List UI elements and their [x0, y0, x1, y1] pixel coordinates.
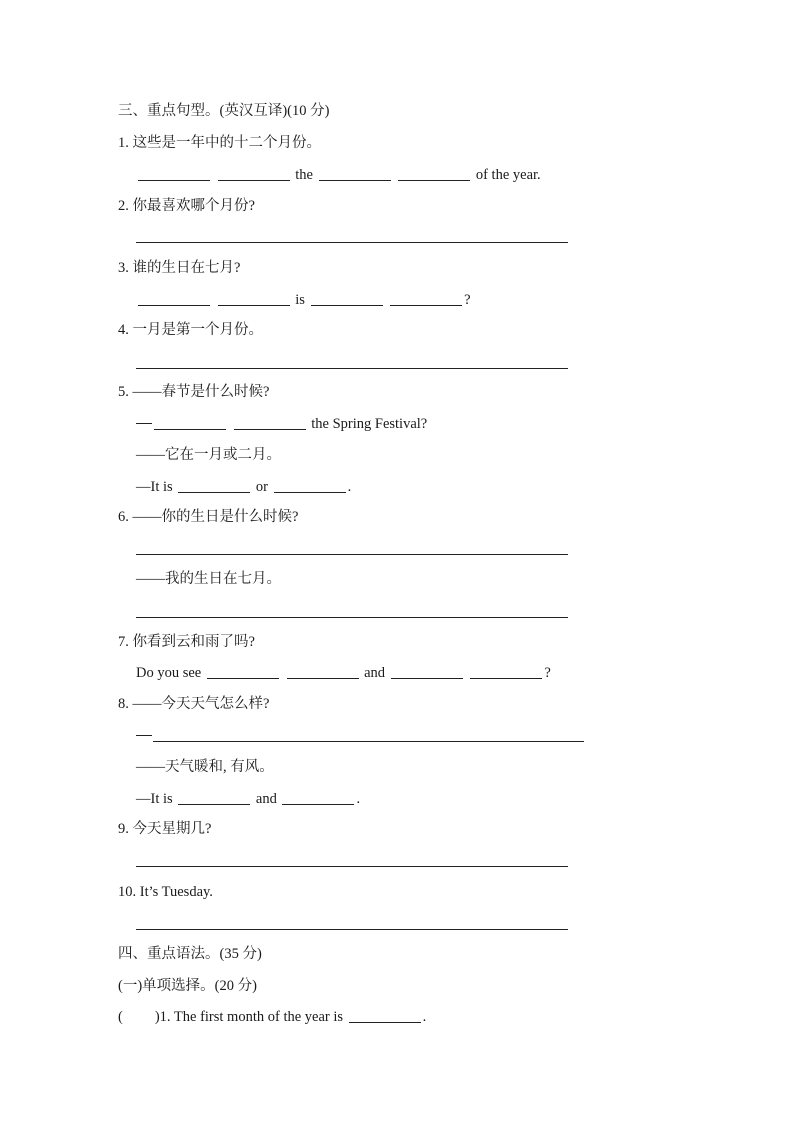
- q8-answer-dash: [136, 726, 152, 746]
- word-text: of the year.: [475, 167, 541, 183]
- q7-answer-line: [136, 663, 551, 683]
- q4-chinese: 4. 一月是第一个月份。: [118, 322, 263, 338]
- word-text: ?: [544, 665, 551, 681]
- q5-answer-line: [136, 414, 427, 434]
- word-text: —It is: [136, 479, 173, 495]
- blank[interactable]: [282, 803, 354, 805]
- q2-chinese: 2. 你最喜欢哪个月份?: [118, 198, 255, 214]
- dash: [136, 423, 152, 424]
- blank[interactable]: [138, 179, 210, 181]
- blank[interactable]: [207, 677, 279, 679]
- q8-reply-chinese: ——天气暖和, 有风。: [136, 759, 274, 775]
- section-4-title: 四、重点语法。(35 分): [118, 946, 262, 962]
- q3-chinese: 3. 谁的生日在七月?: [118, 260, 241, 276]
- blank[interactable]: [287, 677, 359, 679]
- q5-reply-answer: [136, 477, 351, 497]
- q6-answer-line[interactable]: [136, 554, 568, 555]
- word-text: and: [364, 665, 386, 681]
- subsection-title: (一)单项选择。(20 分): [118, 978, 257, 994]
- blank[interactable]: [390, 304, 462, 306]
- word-text: or: [255, 479, 268, 495]
- q4-answer-line[interactable]: [136, 368, 568, 369]
- blank[interactable]: [218, 179, 290, 181]
- word-text: and: [255, 791, 277, 807]
- blank[interactable]: [234, 428, 306, 430]
- blank[interactable]: [391, 677, 463, 679]
- word-text: ?: [464, 292, 471, 308]
- section-3-title: 三、重点句型。(英汉互译)(10 分): [118, 103, 330, 119]
- q6-chinese: 6. ——你的生日是什么时候?: [118, 509, 299, 525]
- word-text: the: [295, 167, 313, 183]
- q10-answer-line[interactable]: [136, 929, 568, 930]
- word-text: —It is: [136, 791, 173, 807]
- blank[interactable]: [398, 179, 470, 181]
- blank[interactable]: [218, 304, 290, 306]
- blank[interactable]: [311, 304, 383, 306]
- mc-question-1: [118, 1007, 426, 1027]
- q2-answer-line[interactable]: [136, 242, 568, 243]
- dash: [136, 735, 152, 736]
- blank[interactable]: [319, 179, 391, 181]
- paren-open: (: [118, 1009, 123, 1025]
- q3-answer-line: [136, 290, 471, 310]
- q9-chinese: 9. 今天星期几?: [118, 821, 212, 837]
- q10-english: 10. It’s Tuesday.: [118, 884, 213, 900]
- word-text: .: [422, 1009, 427, 1025]
- q1-answer-line: [136, 165, 541, 185]
- q5-chinese: 5. ——春节是什么时候?: [118, 384, 270, 400]
- question-text: )1. The first month of the year is: [154, 1009, 344, 1025]
- word-text: Do you see: [136, 665, 202, 681]
- word-text: is: [295, 292, 305, 308]
- q1-chinese: 1. 这些是一年中的十二个月份。: [118, 135, 321, 151]
- blank[interactable]: [178, 491, 250, 493]
- word-text: .: [356, 791, 361, 807]
- q9-answer-line[interactable]: [136, 866, 568, 867]
- blank[interactable]: [349, 1021, 421, 1023]
- blank[interactable]: [470, 677, 542, 679]
- q6-reply-chinese: ——我的生日在七月。: [136, 571, 281, 587]
- q8-reply-answer: [136, 789, 360, 809]
- q6-reply-answer-line[interactable]: [136, 617, 568, 618]
- blank[interactable]: [274, 491, 346, 493]
- blank[interactable]: [178, 803, 250, 805]
- q8-answer-line[interactable]: [153, 741, 584, 742]
- word-text: the Spring Festival?: [311, 416, 428, 432]
- blank[interactable]: [154, 428, 226, 430]
- q5-reply-chinese: ——它在一月或二月。: [136, 447, 281, 463]
- word-text: .: [347, 479, 352, 495]
- q7-chinese: 7. 你看到云和雨了吗?: [118, 634, 255, 650]
- blank[interactable]: [138, 304, 210, 306]
- q8-chinese: 8. ——今天天气怎么样?: [118, 696, 270, 712]
